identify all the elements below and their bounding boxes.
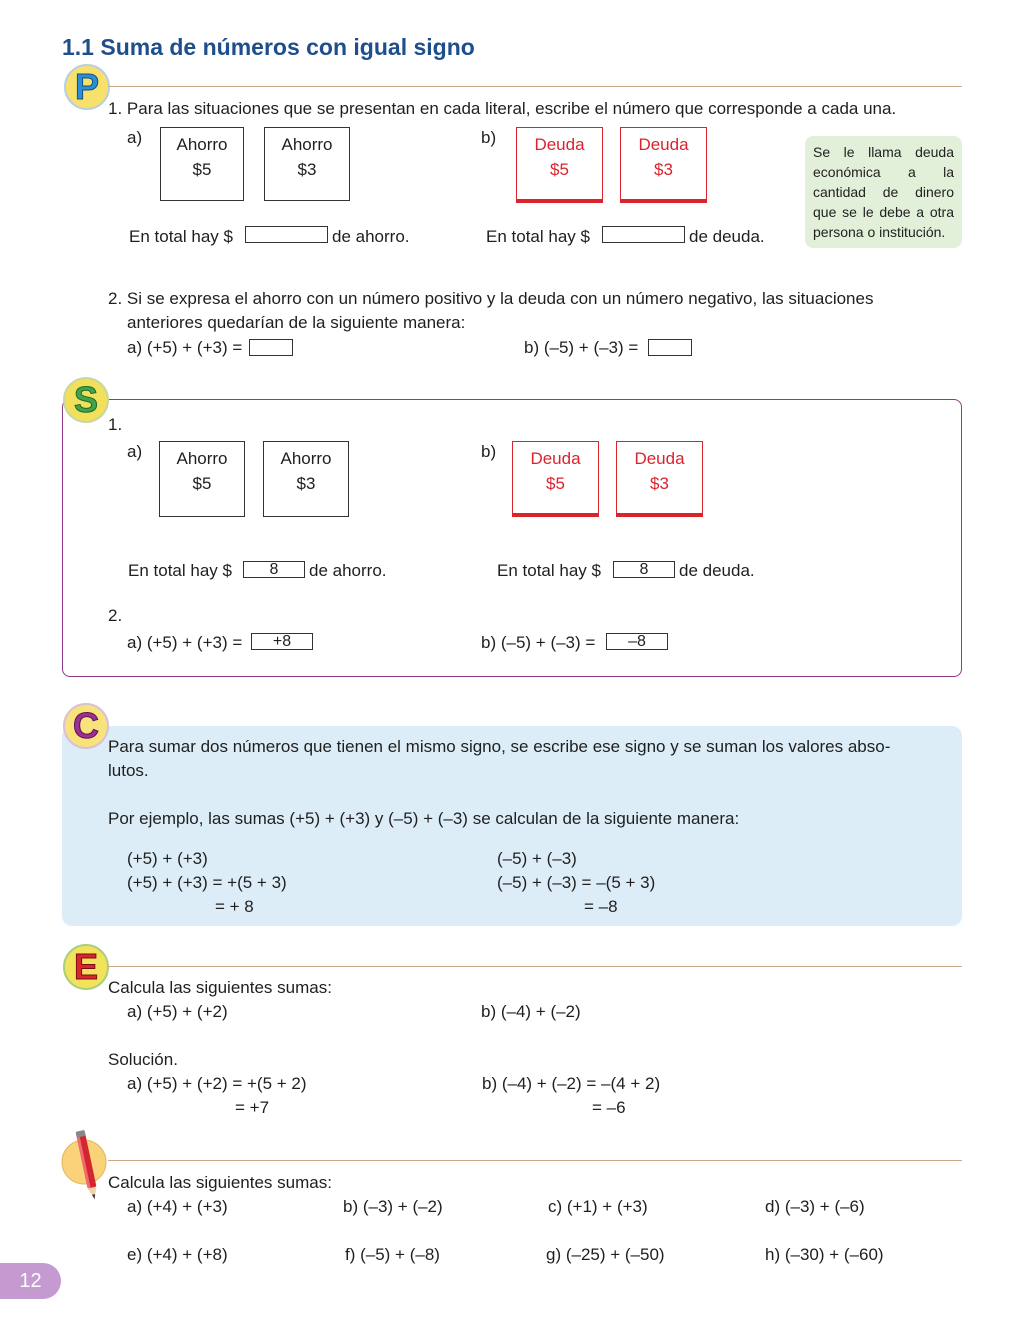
exercises-divider	[108, 1160, 962, 1161]
conclusion-line1: Para sumar dos números que tienen el mismo signo, se escribe ese signo y se suman los valores abso-	[108, 737, 891, 756]
problem-q1: 1. Para las situaciones que se presentan en cada literal, escribe el número que corresponde a cada una.	[108, 99, 897, 118]
solution-n2: 2.	[108, 606, 123, 625]
savings-total-prefix: En total hay $	[129, 227, 233, 246]
debt-total-prefix: En total hay $	[486, 227, 590, 246]
exercise-item: a) (+4) + (+3)	[127, 1197, 228, 1216]
problem-q2-line1: 2. Si se expresa el ahorro con un número positivo y la deuda con un número negativo, las situaciones	[108, 289, 874, 308]
example-solution-a1: a) (+5) + (+2) = +(5 + 2)	[127, 1074, 307, 1093]
example-solution-label: Solución.	[108, 1050, 178, 1069]
problem-q2-line2: anteriores quedarían de la siguiente manera:	[127, 313, 466, 332]
conclusion-example: Por ejemplo, las sumas (+5) + (+3) y (–5) + (–3) se calculan de la siguiente manera:	[108, 809, 740, 828]
conclusion-right-line: (–5) + (–3) = –(5 + 3)	[497, 873, 656, 892]
example-a: a) (+5) + (+2)	[127, 1002, 228, 1021]
s-badge-icon: S	[63, 377, 109, 423]
example-solution-b1: b) (–4) + (–2) = –(4 + 2)	[482, 1074, 661, 1093]
savings-total-input[interactable]	[245, 226, 328, 243]
exercises-prompt: Calcula las siguientes sumas:	[108, 1173, 332, 1192]
solution-debt-suffix: de deuda.	[679, 561, 755, 580]
example-solution-b2: = –6	[592, 1098, 626, 1117]
solution-eq-b: b) (–5) + (–3) =	[481, 633, 596, 652]
example-prompt: Calcula las siguientes sumas:	[108, 978, 332, 997]
page-title: 1.1 Suma de números con igual signo	[62, 34, 475, 60]
debt-card: Deuda $3	[620, 127, 707, 203]
exercise-item: f) (–5) + (–8)	[345, 1245, 440, 1264]
solution-a-label: a)	[127, 442, 143, 461]
p-divider	[108, 86, 962, 87]
debt-total-input[interactable]	[602, 226, 685, 243]
conclusion-left-line: (+5) + (+3)	[127, 849, 208, 868]
savings-card: Ahorro $3	[264, 127, 350, 201]
page-number-text: 12	[19, 1269, 42, 1292]
debt-definition-note: Se le llama deuda económica a la cantidad de dinero que se le debe a otra persona o institución.	[805, 136, 962, 248]
savings-card: Ahorro $5	[160, 127, 244, 201]
problem-q2-b: b) (–5) + (–3) =	[524, 338, 639, 357]
p-badge-icon: P	[64, 64, 110, 110]
q2-a-input[interactable]	[249, 339, 293, 356]
e-badge-icon: E	[63, 944, 109, 990]
solution-savings-prefix: En total hay $	[128, 561, 232, 580]
savings-total-suffix: de ahorro.	[332, 227, 410, 246]
exercise-item: e) (+4) + (+8)	[127, 1245, 228, 1264]
page-number	[0, 1263, 61, 1299]
solution-n1: 1.	[108, 415, 123, 434]
exercise-item: b) (–3) + (–2)	[343, 1197, 443, 1216]
problem-q2-a: a) (+5) + (+3) =	[127, 338, 243, 357]
example-b: b) (–4) + (–2)	[481, 1002, 581, 1021]
savings-card: Ahorro $3	[263, 441, 349, 517]
solution-answer-a: +8	[251, 633, 313, 650]
e-divider	[108, 966, 962, 967]
savings-card: Ahorro $5	[159, 441, 245, 517]
q2-b-input[interactable]	[648, 339, 692, 356]
solution-debt-answer: 8	[613, 561, 675, 578]
solution-eq-a: a) (+5) + (+3) =	[127, 633, 243, 652]
problem-b-label: b)	[481, 128, 497, 147]
conclusion-right-line: (–5) + (–3)	[497, 849, 577, 868]
conclusion-line2: lutos.	[108, 761, 149, 780]
solution-answer-b: –8	[606, 633, 668, 650]
exercise-item: c) (+1) + (+3)	[548, 1197, 648, 1216]
exercise-item: h) (–30) + (–60)	[765, 1245, 884, 1264]
conclusion-left-line: = + 8	[215, 897, 254, 916]
solution-savings-answer: 8	[243, 561, 305, 578]
example-solution-a2: = +7	[235, 1098, 270, 1117]
exercise-item: d) (–3) + (–6)	[765, 1197, 865, 1216]
debt-card: Deuda $5	[512, 441, 599, 517]
debt-card: Deuda $5	[516, 127, 603, 203]
solution-debt-prefix: En total hay $	[497, 561, 601, 580]
solution-savings-suffix: de ahorro.	[309, 561, 387, 580]
pencil-icon	[60, 1128, 112, 1204]
exercise-item: g) (–25) + (–50)	[546, 1245, 665, 1264]
solution-b-label: b)	[481, 442, 497, 461]
debt-total-suffix: de deuda.	[689, 227, 765, 246]
conclusion-left-line: (+5) + (+3) = +(5 + 3)	[127, 873, 287, 892]
debt-card: Deuda $3	[616, 441, 703, 517]
problem-a-label: a)	[127, 128, 143, 147]
conclusion-right-line: = –8	[584, 897, 618, 916]
c-badge-icon: C	[63, 703, 109, 749]
